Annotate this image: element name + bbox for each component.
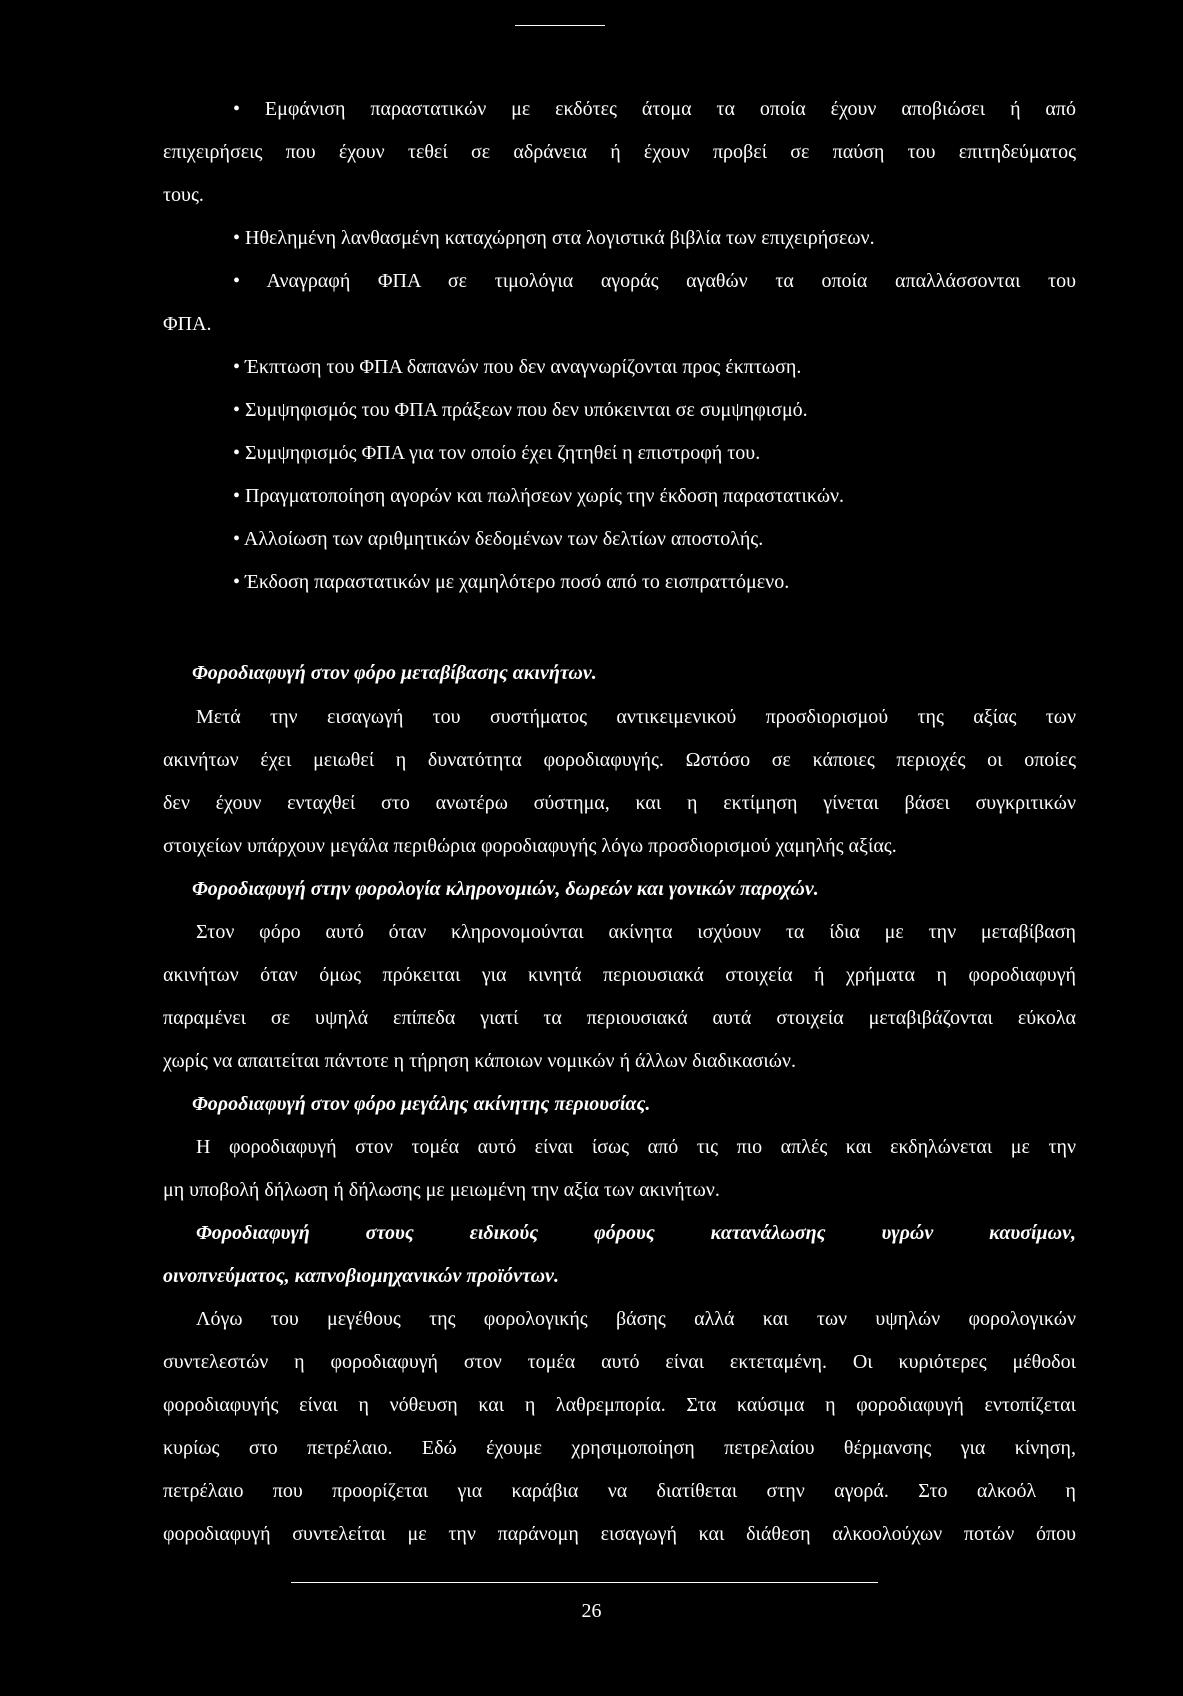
paragraph-line: φοροδιαφυγής είναι η νόθευση και η λαθρεμπορία. Στα καύσιμα η φοροδιαφυγή εντοπίζεται [163, 1394, 1076, 1416]
section-paragraph [163, 696, 1076, 868]
document-page [163, 88, 1076, 1556]
paragraph-line: μη υποβολή δήλωση ή δήλωσης με μειωμένη την αξία των ακινήτων. [163, 1179, 720, 1201]
bullet-line: • Ηθελημένη λανθασμένη καταχώρηση στα λογιστικά βιβλία των επιχειρήσεων. [233, 227, 875, 249]
list-item [163, 389, 1076, 432]
bullet-line: ΦΠΑ. [163, 313, 212, 335]
paragraph-line: κυρίως στο πετρέλαιο. Εδώ έχουμε χρησιμοποίηση πετρελαίου θέρμανσης για κίνηση, [163, 1437, 1076, 1459]
paragraph-line: στοιχείων υπάρχουν μεγάλα περιθώρια φοροδιαφυγής λόγω προσδιορισμού χαμηλής αξίας. [163, 835, 897, 857]
bullet-line: • Συμψηφισμός του ΦΠΑ πράξεων που δεν υπόκεινται σε συμψηφισμό. [233, 399, 808, 421]
list-item [163, 561, 1076, 604]
bullet-line: • Αναγραφή ΦΠΑ σε τιμολόγια αγοράς αγαθών τα οποία απαλλάσσονται του [233, 270, 1076, 292]
bullet-line: • Συμψηφισμός ΦΠΑ για τον οποίο έχει ζητηθεί η επιστροφή του. [233, 442, 761, 464]
bullet-line: • Πραγματοποίηση αγορών και πωλήσεων χωρίς την έκδοση παραστατικών. [233, 485, 845, 507]
page-number: 26 [581, 1600, 602, 1622]
bullet-line: τους. [163, 184, 204, 206]
section-heading: Φοροδιαφυγή στον φόρο μεταβίβασης ακινήτων. [192, 662, 597, 684]
list-item [163, 260, 1076, 346]
heading-line: Φοροδιαφυγή στους ειδικούς φόρους κατανάλωσης υγρών καυσίμων, [196, 1222, 1076, 1244]
header-rule [515, 25, 605, 26]
paragraph-line: ακινήτων έχει μειωθεί η δυνατότητα φοροδιαφυγής. Ωστόσο σε κάποιες περιοχές οι οποίες [163, 749, 1076, 771]
paragraph-line: πετρέλαιο που προορίζεται για καράβια να διατίθεται στην αγορά. Στο αλκοόλ η [163, 1480, 1076, 1502]
section-heading: Φοροδιαφυγή στον φόρο μεγάλης ακίνητης περιουσίας. [192, 1093, 651, 1115]
bullet-line: • Εμφάνιση παραστατικών με εκδότες άτομα τα οποία έχουν αποβιώσει ή από [233, 98, 1076, 120]
section-paragraph [163, 911, 1076, 1083]
paragraph-line: ακινήτων όταν όμως πρόκειται για κινητά περιουσιακά στοιχεία ή χρήματα η φοροδιαφυγή [163, 964, 1076, 986]
list-item [163, 432, 1076, 475]
list-item [163, 217, 1076, 260]
paragraph-line: φοροδιαφυγή συντελείται με την παράνομη εισαγωγή και διάθεση αλκοολούχων ποτών όπου [163, 1523, 1076, 1545]
paragraph-line: χωρίς να απαιτείται πάντοτε η τήρηση κάποιων νομικών ή άλλων διαδικασιών. [163, 1050, 796, 1072]
section-paragraph [163, 1126, 1076, 1212]
bullet-line: • Έκπτωση του ΦΠΑ δαπανών που δεν αναγνωρίζονται προς έκπτωση. [233, 356, 802, 378]
footer-rule [291, 1582, 878, 1583]
paragraph-line: παραμένει σε υψηλά επίπεδα γιατί τα περιουσιακά αυτά στοιχεία μεταβιβάζονται εύκολα [163, 1007, 1076, 1029]
list-item [163, 475, 1076, 518]
bullet-line: επιχειρήσεις που έχουν τεθεί σε αδράνεια ή έχουν προβεί σε παύση του επιτηδεύματος [163, 141, 1076, 163]
list-item [163, 346, 1076, 389]
bullet-list [163, 88, 1076, 604]
paragraph-line: συντελεστών η φοροδιαφυγή στον τομέα αυτό είναι εκτεταμένη. Οι κυριότερες μέθοδοι [163, 1351, 1076, 1373]
list-item [163, 88, 1076, 217]
bullet-line: • Αλλοίωση των αριθμητικών δεδομένων των δελτίων αποστολής. [233, 528, 764, 550]
bullet-line: • Έκδοση παραστατικών με χαμηλότερο ποσό από το εισπραττόμενο. [233, 571, 790, 593]
paragraph-line: Μετά την εισαγωγή του συστήματος αντικειμενικού προσδιορισμού της αξίας των [196, 706, 1076, 728]
paragraph-line: Η φοροδιαφυγή στον τομέα αυτό είναι ίσως από τις πιο απλές και εκδηλώνεται με την [196, 1136, 1076, 1158]
section-heading: Φοροδιαφυγή στην φορολογία κληρονομιών, δωρεών και γονικών παροχών. [192, 878, 819, 900]
paragraph-line: Λόγω του μεγέθους της φορολογικής βάσης αλλά και των υψηλών φορολογικών [196, 1308, 1076, 1330]
paragraph-line: Στον φόρο αυτό όταν κληρονομούνται ακίνητα ισχύουν τα ίδια με την μεταβίβαση [196, 921, 1076, 943]
section-heading [163, 1212, 1076, 1298]
list-item [163, 518, 1076, 561]
heading-line: οινοπνεύματος, καπνοβιομηχανικών προϊόντων. [163, 1265, 559, 1287]
section-paragraph [163, 1298, 1076, 1556]
paragraph-line: δεν έχουν ενταχθεί στο ανωτέρω σύστημα, και η εκτίμηση γίνεται βάσει συγκριτικών [163, 792, 1076, 814]
